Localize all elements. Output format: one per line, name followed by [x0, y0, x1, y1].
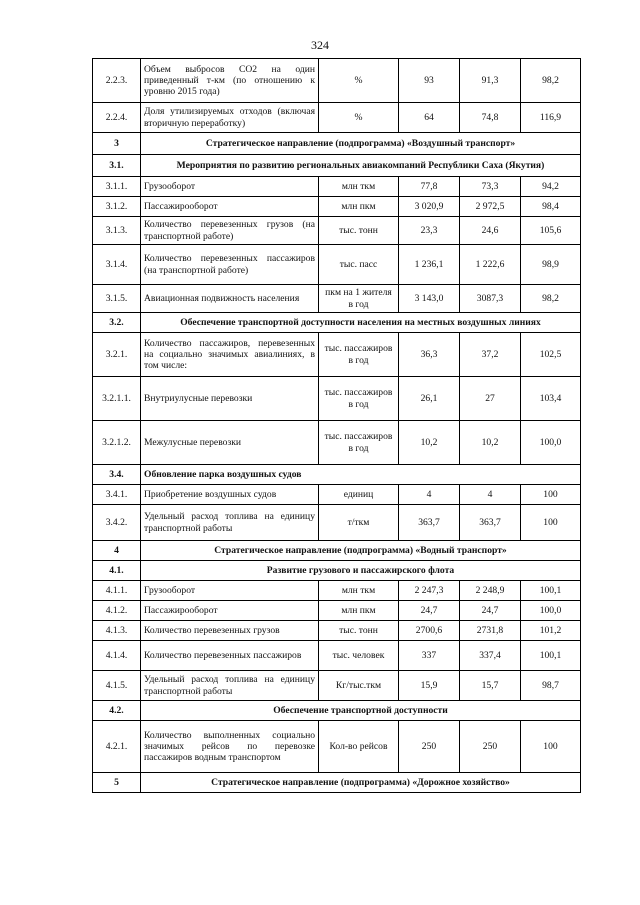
value-percent: 100,0	[521, 421, 581, 465]
table-row	[93, 197, 581, 217]
indicator-code: 4.1.1.	[93, 581, 141, 601]
unit-of-measure: Кг/тыс.ткм	[319, 671, 399, 701]
indicator-name: Доля утилизируемых отходов (включая вторичную переработку)	[141, 103, 319, 133]
indicator-name: Количество пассажиров, перевезенных на социально значимых авиалиниях, в том числе:	[141, 333, 319, 377]
value-plan: 3 020,9	[399, 197, 460, 217]
indicator-name: Количество перевезенных грузов (на транспортной работе)	[141, 217, 319, 245]
indicator-code: 3.4.1.	[93, 485, 141, 505]
indicator-name: Количество перевезенных пассажиров (на транспортной работе)	[141, 245, 319, 285]
indicator-code: 3.1.4.	[93, 245, 141, 285]
indicator-name: Внутриулусные перевозки	[141, 377, 319, 421]
section-code: 4.1.	[93, 561, 141, 581]
indicator-code: 2.2.3.	[93, 59, 141, 103]
value-percent: 100,1	[521, 641, 581, 671]
indicator-code: 4.1.5.	[93, 671, 141, 701]
value-percent: 98,9	[521, 245, 581, 285]
section-row	[93, 701, 581, 721]
indicator-code: 3.2.1.	[93, 333, 141, 377]
table-row	[93, 333, 581, 377]
value-percent: 101,2	[521, 621, 581, 641]
value-fact: 2731,8	[460, 621, 521, 641]
table-row	[93, 421, 581, 465]
indicator-name: Объем выбросов CO2 на один приведенный т-км (по отношению к уровню 2015 года)	[141, 59, 319, 103]
value-fact: 37,2	[460, 333, 521, 377]
table-row	[93, 641, 581, 671]
value-percent: 100	[521, 505, 581, 541]
table-row	[93, 581, 581, 601]
value-plan: 64	[399, 103, 460, 133]
value-plan: 10,2	[399, 421, 460, 465]
section-code: 3.1.	[93, 155, 141, 177]
table-row	[93, 721, 581, 773]
value-percent: 102,5	[521, 333, 581, 377]
table-row	[93, 671, 581, 701]
section-title: Обеспечение транспортной доступности населения на местных воздушных линиях	[141, 313, 581, 333]
indicator-code: 3.1.3.	[93, 217, 141, 245]
section-code: 4	[93, 541, 141, 561]
section-title: Стратегическое направление (подпрограмма) «Воздушный транспорт»	[141, 133, 581, 155]
section-row	[93, 773, 581, 793]
indicator-code: 3.1.5.	[93, 285, 141, 313]
indicator-code: 3.1.1.	[93, 177, 141, 197]
unit-of-measure: тыс. тонн	[319, 217, 399, 245]
table-row	[93, 177, 581, 197]
value-fact: 2 248,9	[460, 581, 521, 601]
unit-of-measure: тыс. пасс	[319, 245, 399, 285]
value-plan: 2700,6	[399, 621, 460, 641]
value-plan: 1 236,1	[399, 245, 460, 285]
indicators-table	[92, 58, 581, 793]
section-row	[93, 541, 581, 561]
table-row	[93, 217, 581, 245]
indicator-name: Приобретение воздушных судов	[141, 485, 319, 505]
value-plan: 77,8	[399, 177, 460, 197]
table-row	[93, 245, 581, 285]
indicator-name: Пассажирооборот	[141, 601, 319, 621]
unit-of-measure: млн пкм	[319, 197, 399, 217]
value-fact: 363,7	[460, 505, 521, 541]
section-title: Мероприятия по развитию региональных авиакомпаний Республики Саха (Якутия)	[141, 155, 581, 177]
value-fact: 1 222,6	[460, 245, 521, 285]
page-number: 324	[311, 38, 329, 52]
unit-of-measure: пкм на 1 жителя в год	[319, 285, 399, 313]
section-code: 3.4.	[93, 465, 141, 485]
value-percent: 100,0	[521, 601, 581, 621]
indicator-code: 2.2.4.	[93, 103, 141, 133]
section-title: Обновление парка воздушных судов	[141, 465, 581, 485]
unit-of-measure: тыс. пассажиров в год	[319, 377, 399, 421]
unit-of-measure: %	[319, 103, 399, 133]
unit-of-measure: тыс. тонн	[319, 621, 399, 641]
indicator-name: Грузооборот	[141, 581, 319, 601]
unit-of-measure: Кол-во рейсов	[319, 721, 399, 773]
indicator-name: Количество перевезенных грузов	[141, 621, 319, 641]
value-fact: 24,6	[460, 217, 521, 245]
section-row	[93, 133, 581, 155]
indicator-code: 3.4.2.	[93, 505, 141, 541]
value-fact: 2 972,5	[460, 197, 521, 217]
indicator-name: Авиационная подвижность населения	[141, 285, 319, 313]
indicator-code: 3.1.2.	[93, 197, 141, 217]
value-fact: 3087,3	[460, 285, 521, 313]
value-percent: 100	[521, 721, 581, 773]
value-fact: 10,2	[460, 421, 521, 465]
unit-of-measure: млн пкм	[319, 601, 399, 621]
value-fact: 15,7	[460, 671, 521, 701]
unit-of-measure: млн ткм	[319, 581, 399, 601]
value-percent: 98,2	[521, 59, 581, 103]
value-percent: 98,2	[521, 285, 581, 313]
value-fact: 74,8	[460, 103, 521, 133]
indicator-name: Количество перевезенных пассажиров	[141, 641, 319, 671]
section-row	[93, 561, 581, 581]
value-plan: 24,7	[399, 601, 460, 621]
value-percent: 100	[521, 485, 581, 505]
value-fact: 4	[460, 485, 521, 505]
value-plan: 26,1	[399, 377, 460, 421]
value-fact: 337,4	[460, 641, 521, 671]
value-percent: 116,9	[521, 103, 581, 133]
table-row	[93, 621, 581, 641]
table-row	[93, 485, 581, 505]
section-title: Стратегическое направление (подпрограмма) «Водный транспорт»	[141, 541, 581, 561]
value-fact: 27	[460, 377, 521, 421]
value-plan: 23,3	[399, 217, 460, 245]
value-plan: 337	[399, 641, 460, 671]
value-percent: 105,6	[521, 217, 581, 245]
table-row	[93, 285, 581, 313]
section-row	[93, 313, 581, 333]
value-fact: 73,3	[460, 177, 521, 197]
table-row	[93, 505, 581, 541]
table-row	[93, 377, 581, 421]
section-title: Стратегическое направление (подпрограмма) «Дорожное хозяйство»	[141, 773, 581, 793]
value-plan: 2 247,3	[399, 581, 460, 601]
table-row	[93, 601, 581, 621]
indicator-code: 3.2.1.2.	[93, 421, 141, 465]
value-percent: 94,2	[521, 177, 581, 197]
value-plan: 36,3	[399, 333, 460, 377]
section-code: 3.2.	[93, 313, 141, 333]
value-plan: 93	[399, 59, 460, 103]
unit-of-measure: млн ткм	[319, 177, 399, 197]
section-code: 3	[93, 133, 141, 155]
unit-of-measure: %	[319, 59, 399, 103]
value-plan: 4	[399, 485, 460, 505]
indicator-code: 4.1.3.	[93, 621, 141, 641]
table-row	[93, 103, 581, 133]
indicator-name: Пассажирооборот	[141, 197, 319, 217]
value-fact: 24,7	[460, 601, 521, 621]
value-plan: 363,7	[399, 505, 460, 541]
unit-of-measure: тыс. человек	[319, 641, 399, 671]
section-code: 5	[93, 773, 141, 793]
indicator-code: 4.1.4.	[93, 641, 141, 671]
indicator-code: 4.1.2.	[93, 601, 141, 621]
value-plan: 250	[399, 721, 460, 773]
indicator-name: Удельный расход топлива на единицу транспортной работы	[141, 671, 319, 701]
value-percent: 98,7	[521, 671, 581, 701]
section-title: Обеспечение транспортной доступности	[141, 701, 581, 721]
section-code: 4.2.	[93, 701, 141, 721]
indicator-name: Межулусные перевозки	[141, 421, 319, 465]
unit-of-measure: тыс. пассажиров в год	[319, 421, 399, 465]
value-percent: 103,4	[521, 377, 581, 421]
section-row	[93, 155, 581, 177]
table-row	[93, 59, 581, 103]
value-plan: 15,9	[399, 671, 460, 701]
value-percent: 100,1	[521, 581, 581, 601]
indicator-name: Грузооборот	[141, 177, 319, 197]
value-percent: 98,4	[521, 197, 581, 217]
unit-of-measure: т/ткм	[319, 505, 399, 541]
value-fact: 250	[460, 721, 521, 773]
value-fact: 91,3	[460, 59, 521, 103]
indicator-name: Удельный расход топлива на единицу транспортной работы	[141, 505, 319, 541]
unit-of-measure: тыс. пассажиров в год	[319, 333, 399, 377]
section-row	[93, 465, 581, 485]
section-title: Развитие грузового и пассажирского флота	[141, 561, 581, 581]
unit-of-measure: единиц	[319, 485, 399, 505]
indicator-code: 4.2.1.	[93, 721, 141, 773]
indicator-code: 3.2.1.1.	[93, 377, 141, 421]
indicator-name: Количество выполненных социально значимых рейсов по перевозке пассажиров водным транспортом	[141, 721, 319, 773]
value-plan: 3 143,0	[399, 285, 460, 313]
